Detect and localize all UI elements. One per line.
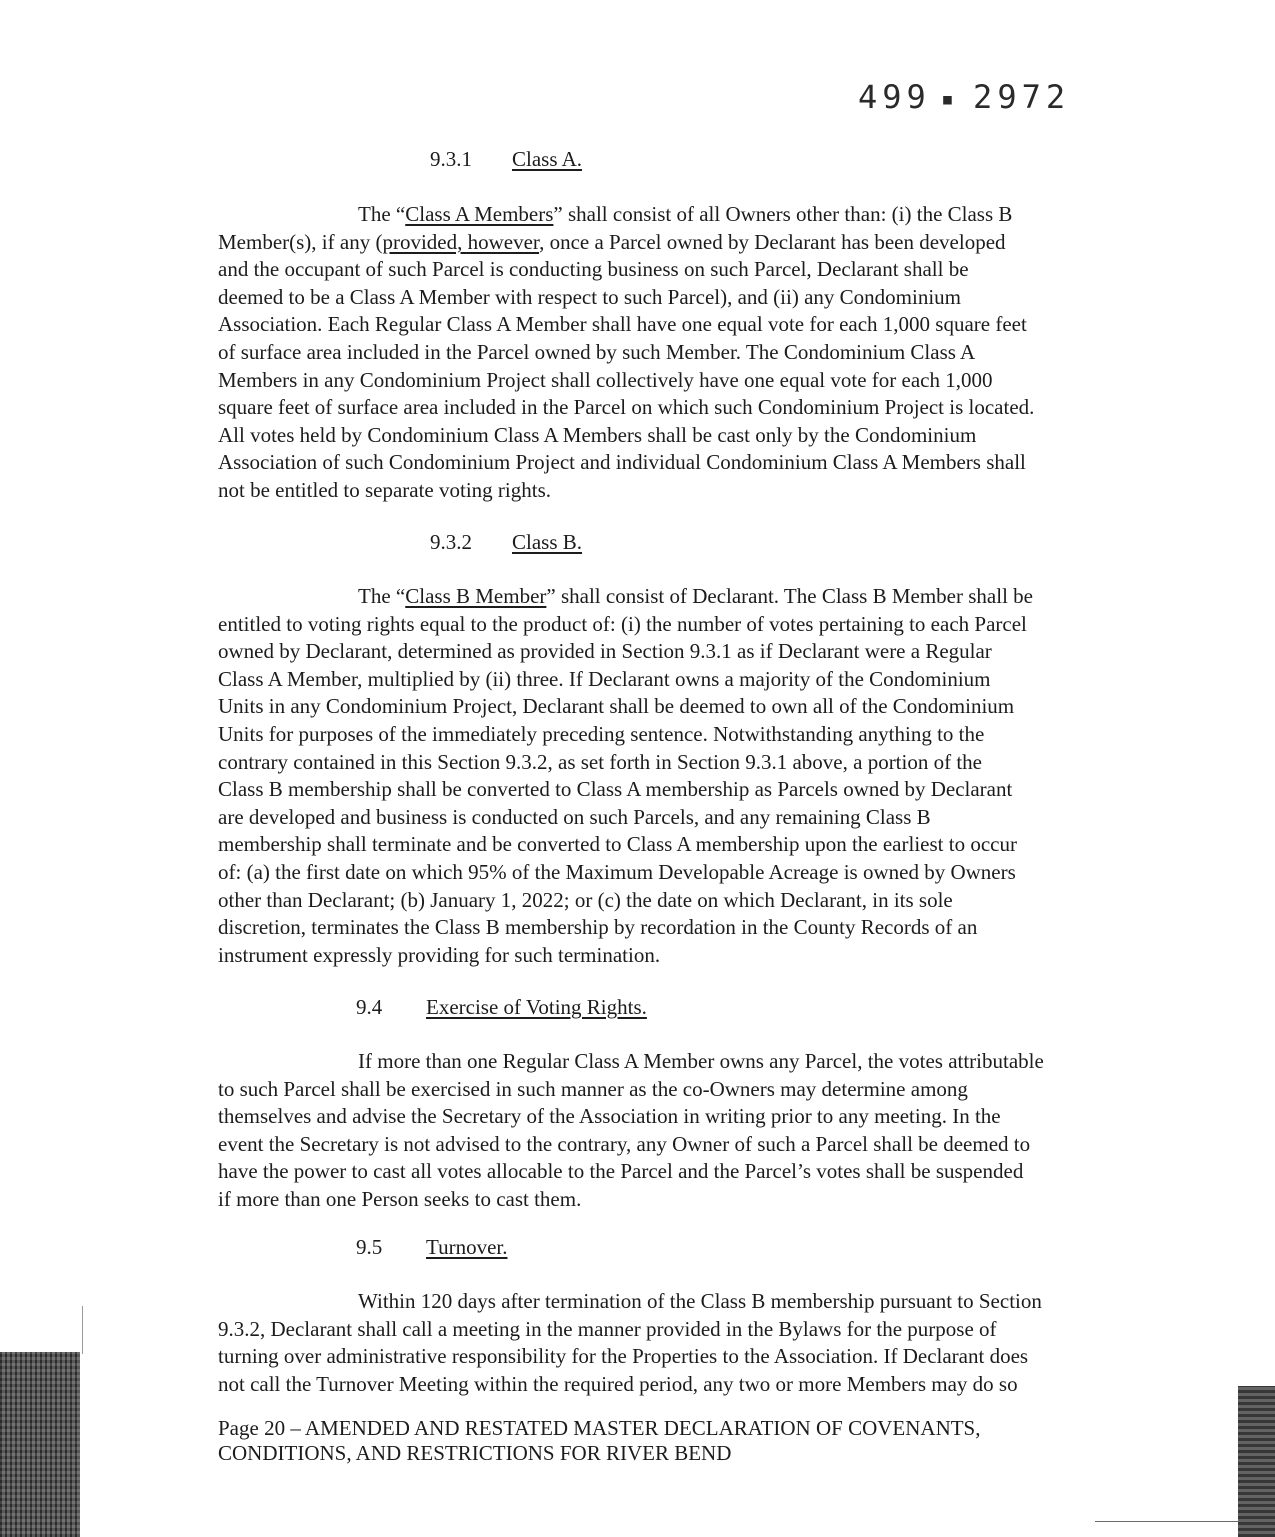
paragraph-line: entitled to voting rights equal to the product of: (i) the number of votes pertaining to each Parcel (218, 611, 1027, 636)
paragraph-line: Class B membership shall be converted to Class A membership as Parcels owned by Declarant (218, 777, 1013, 802)
paragraph-line: The “Class A Members” shall consist of all Owners other than: (i) the Class B (358, 202, 1013, 226)
paragraph-line: contrary contained in this Section 9.3.2, as set forth in Section 9.3.1 above, a portion of the (218, 749, 982, 774)
section-number: 9.5 (356, 1235, 383, 1259)
paragraph-line: deemed to be a Class A Member with respect to such Parcel), and (ii) any Condominium (218, 284, 961, 309)
paragraph-line: instrument expressly providing for such termination. (218, 942, 661, 967)
paragraph-9-3-1 (218, 201, 1123, 505)
recording-number (858, 78, 1070, 116)
scan-artifact-right (1238, 1386, 1275, 1537)
paragraph-line: of surface area included in the Parcel owned by such Member. The Condominium Class A (218, 339, 976, 364)
paragraph-line: to such Parcel shall be exercised in such manner as the co-Owners may determine among (218, 1076, 968, 1101)
paragraph-line: Units in any Condominium Project, Declarant shall be deemed to own all of the Condominium (218, 694, 1015, 719)
section-heading-9-5 (356, 1234, 508, 1260)
paragraph-line: are developed and business is conducted on such Parcels, and any remaining Class B (218, 804, 931, 829)
paragraph-line: if more than one Person seeks to cast them. (218, 1186, 582, 1211)
defined-term-class-b-member: Class B Member (405, 584, 547, 608)
defined-term-class-a-members: Class A Members (405, 202, 554, 226)
paragraph-line: and the occupant of such Parcel is conducting business on such Parcel, Declarant shall be (218, 257, 969, 282)
paragraph-line: other than Declarant; (b) January 1, 2022; or (c) the date on which Declarant, in its sole (218, 887, 953, 912)
paragraph-line: Units for purposes of the immediately preceding sentence. Notwithstanding anything to the (218, 721, 985, 746)
recording-separator-mark: ▪ (940, 86, 960, 112)
emphasis-provided-however: provided, however (382, 229, 540, 254)
paragraph-line: turning over administrative responsibility for the Properties to the Association. If Declarant does (218, 1344, 1029, 1369)
paragraph-line: Class A Member, multiplied by (ii) three. If Declarant owns a majority of the Condominium (218, 666, 991, 691)
paragraph-line: owned by Declarant, determined as provided in Section 9.3.1 as if Declarant were a Regular (218, 639, 992, 664)
recording-page: 2972 (973, 78, 1071, 116)
section-heading-9-4 (356, 994, 647, 1020)
paragraph-line: Members in any Condominium Project shall collectively have one equal vote for each 1,000 (218, 367, 993, 392)
paragraph-line: If more than one Regular Class A Member owns any Parcel, the votes attributable (358, 1049, 1044, 1073)
paragraph-9-4 (218, 1048, 1123, 1214)
paragraph-9-5 (218, 1288, 1123, 1398)
scan-artifact-rule (1095, 1521, 1240, 1522)
paragraph-9-3-2 (218, 583, 1123, 969)
recording-book: 499 (858, 78, 931, 116)
paragraph-line: The “Class B Member” shall consist of Declarant. The Class B Member shall be (358, 584, 1033, 608)
section-number: 9.3.1 (430, 147, 472, 171)
paragraph-line: discretion, terminates the Class B membership by recordation in the County Records of an (218, 915, 978, 940)
section-title: Class B. (512, 530, 583, 554)
scan-artifact-tick (82, 1306, 83, 1354)
paragraph-line: 9.3.2, Declarant shall call a meeting in the manner provided in the Bylaws for the purpose of (218, 1316, 997, 1341)
section-title: Exercise of Voting Rights. (426, 995, 647, 1019)
paragraph-line: Member(s), if any (provided, however, once a Parcel owned by Declarant has been developed (218, 229, 1006, 254)
paragraph-line: square feet of surface area included in the Parcel on which such Condominium Project is located. (218, 395, 1035, 420)
section-heading-9-3-1 (430, 146, 582, 172)
paragraph-line: not call the Turnover Meeting within the required period, any two or more Members may do so (218, 1371, 1018, 1396)
scan-artifact-left (0, 1352, 80, 1537)
paragraph-line: event the Secretary is not advised to the contrary, any Owner of such a Parcel shall be deemed to (218, 1131, 1031, 1156)
section-title: Turnover. (426, 1235, 508, 1259)
paragraph-line: of: (a) the first date on which 95% of the Maximum Developable Acreage is owned by Owners (218, 859, 1016, 884)
page-footer (218, 1416, 981, 1466)
paragraph-line: All votes held by Condominium Class A Members shall be cast only by the Condominium (218, 422, 977, 447)
section-heading-9-3-2 (430, 529, 582, 555)
footer-line: Page 20 – AMENDED AND RESTATED MASTER DECLARATION OF COVENANTS, (218, 1416, 981, 1440)
paragraph-line: not be entitled to separate voting rights. (218, 477, 552, 502)
section-number: 9.4 (356, 995, 383, 1019)
footer-line: CONDITIONS, AND RESTRICTIONS FOR RIVER BEND (218, 1441, 732, 1465)
paragraph-line: have the power to cast all votes allocable to the Parcel and the Parcel’s votes shall be suspended (218, 1159, 1024, 1184)
paragraph-line: membership shall terminate and be converted to Class A membership upon the earliest to occur (218, 832, 1017, 857)
section-number: 9.3.2 (430, 530, 472, 554)
section-title: Class A. (512, 147, 583, 171)
paragraph-line: Within 120 days after termination of the Class B membership pursuant to Section (358, 1289, 1042, 1313)
paragraph-line: themselves and advise the Secretary of the Association in writing prior to any meeting. In the (218, 1104, 1001, 1129)
paragraph-line: Association of such Condominium Project and individual Condominium Class A Members shall (218, 450, 1026, 475)
paragraph-line: Association. Each Regular Class A Member shall have one equal vote for each 1,000 square feet (218, 312, 1027, 337)
